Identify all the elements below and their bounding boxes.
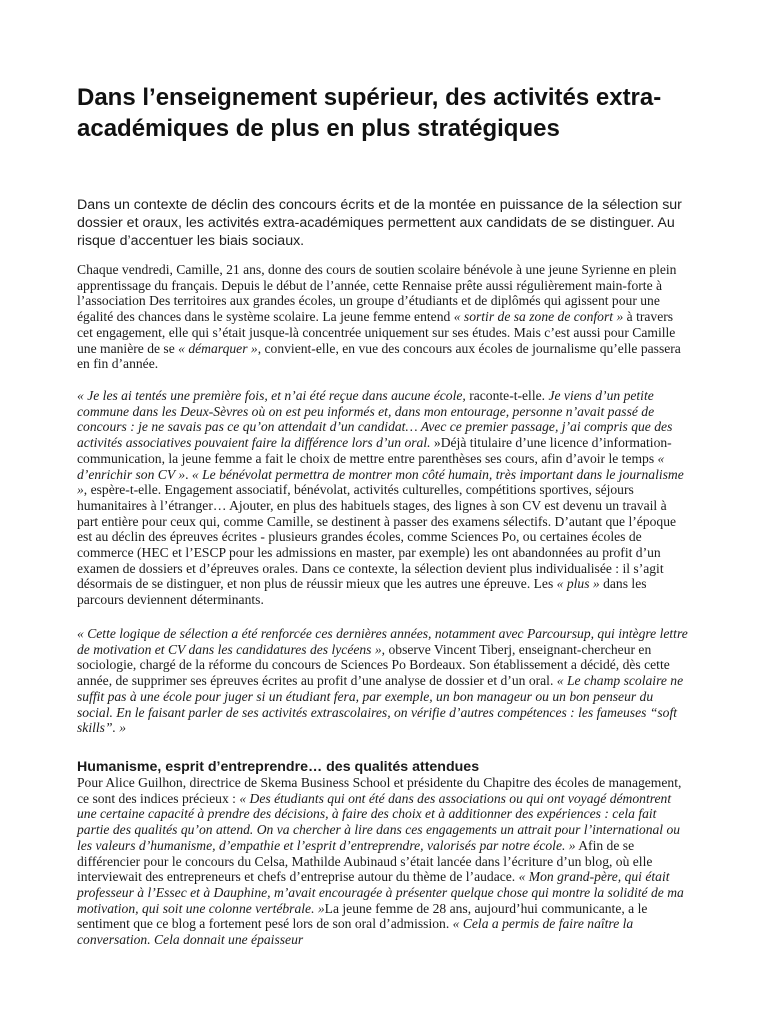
text-run: »Déjà titulaire d’une licence d’information-communication, la jeune femme a fait le choix de mettre entre parenthèses ses cours, afin d’avoir le temps [77,435,672,466]
text-run: , espère-t-elle. Engagement associatif, bénévolat, activités culturelles, compétitions sportives, séjours humanitaires à l’étranger… Ajouter, en plus des habituels stages, des lignes à son CV est devenu un travail à part entière pour ceux qui, comme Camille, se destinent à passer des examens sélectifs. D’autant que l’époque est au déclin des épreuves écrites - plusieurs grandes écoles, comme Sciences Po, ou certaines écoles de commerce (HEC et l’ESCP pour les admissions en master, par exemple) les ont abandonnées au profit d’un examen de dossiers et d’épreuves orales. Dans ce contexte, la sélection devient plus individualisée : il s’agit désormais de se distinguer, et non plus de réussir mieux que les autres une épreuve. Les [77,482,677,592]
quote-run: « démarquer » [178,340,258,356]
quote-run: « d’enrichir son CV » [77,450,665,482]
quote-run: « Le champ scolaire ne suffit pas à une école pour juger si un étudiant fera, par exemple, un bon manageur ou un bon penseur du social. En le faisant parler de ses activités extrascolaires, on vérifie d’autres compétences : les fameuses “soft skills”. » [77,673,684,736]
text-run: , convient-elle, en vue des concours aux écoles de journalisme qu’elle passera en fin d’année. [77,340,681,372]
quote-run: « Le bénévolat permettra de montrer mon côté humain, très important dans le journalisme » [77,466,684,498]
article-lede: Dans un contexte de déclin des concours écrits et de la montée en puissance de la sélection sur dossier et oraux, les activités extra-académiques permettent aux candidats de se distinguer. Au risque d’accentuer les biais sociaux. [77,197,682,249]
section-subheading: Humanisme, esprit d’entreprendre… des qualités attendues [77,759,480,775]
text-run: Afin de se différencier pour le concours du Celsa, Mathilde Aubinaud s’était lancée dans l’écriture d’un blog, où elle interviewait des entrepreneurs et chefs d’entreprise autour du thème de l’audace. [77,837,653,885]
text-run: La jeune femme de 28 ans, aujourd’hui communicante, a le sentiment que ce blog a fortement pesé lors de son oral d’admission. [77,900,648,932]
section-humanisme [77,759,689,948]
text-run: , observe Vincent Tiberj, enseignant-chercheur en sociologie, chargé de la réforme du concours de Sciences Po Bordeaux. Son établissement a décidé, dès cette année, de supprimer ses épreuves écrites au profit d’une analyse de dossier et d’un oral. [77,641,670,689]
quote-run: « sortir de sa zone de confort » [453,309,624,325]
quote-run: « Cela a permis de faire naître la conversation. Cela donnait une épaisseur [77,916,634,948]
quote-run: « Mon grand-père, qui était professeur à l’Essec et à Dauphine, m’avait encouragée à présenter quelque chose qui montre la solidité de ma motivation, qui soit une colonne vertébrale. » [77,869,684,916]
text-run: Pour Alice Guilhon, directrice de Skema Business School et présidente du Chapitre des écoles de management, ce sont des indices précieux : [77,775,682,806]
text-run: raconte-t-elle. [465,388,549,403]
quote-run: « Je les ai tentés une première fois, et n’ai été reçue dans aucune école, [77,388,466,403]
quote-run: « Cette logique de sélection a été renforcée ces dernières années, notamment avec Parcoursup, qui intègre lettre de motivation et CV dans les candidatures des lycéens » [77,626,688,657]
text-run: dans les parcours deviennent déterminants. [77,576,647,608]
text-run: à travers cet engagement, elle qui s’était jusque-là concentrée uniquement sur ses études. Mais c’est aussi pour Camille une manière de se [77,309,676,356]
quote-run: « Des étudiants qui ont été dans des associations ou qui ont voyagé démontrent une certaine capacité à prendre des décisions, à faire des choix et à additionner des expériences : cela fait partie des qualités qu’on attend. On va chercher à lire dans ces engagements un attrait pour l’international ou les valeurs d’humanisme, d’empathie et l’esprit d’entreprendre, valorisés par notre école. » [77,790,681,853]
text-run: Chaque vendredi, Camille, 21 ans, donne des cours de soutien scolaire bénévole à une jeune Syrienne en plein apprentissage du français. Depuis le début de l’année, cette Rennaise prête aussi régulièrement main-forte à l’association Des territoires aux grandes écoles, un groupe d’étudiants et de diplômés qui agissent pour une égalité des chances dans le système scolaire. La jeune femme entend [77,262,677,325]
quote-run: « plus » [556,576,600,592]
text-run: . [185,466,192,482]
paragraph-1 [77,262,689,372]
quote-run: Je viens d’un petite commune dans les Deux-Sèvres où on est peu informés et, dans mon entourage, personne n’avait passé de concours : je ne savais pas ce qu’on attendait d’un candidat… Avec ce premier passage, j’ai compris que des activités associatives pouvaient faire la différence lors d’un oral. [77,388,673,451]
paragraph-2 [77,388,689,608]
paragraph-3 [77,626,689,736]
article-title: Dans l’enseignement supérieur, des activités extra-académiques de plus en plus stratégiques [77,84,662,142]
